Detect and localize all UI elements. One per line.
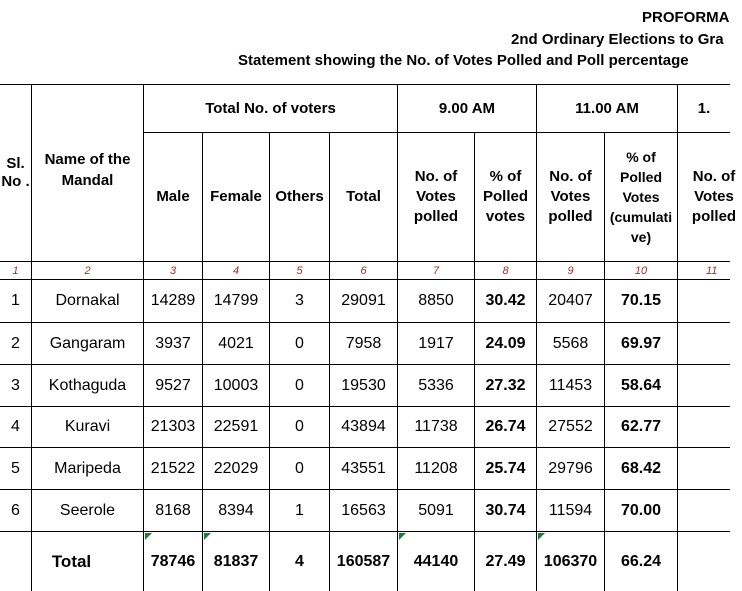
row-total: 7958 bbox=[345, 334, 382, 352]
row-mandal-name: Kuravi bbox=[64, 418, 111, 435]
row-female: 22591 bbox=[213, 418, 259, 435]
row-pct-9am: 30.42 bbox=[485, 292, 526, 309]
row-votes-11am: 20407 bbox=[548, 292, 593, 309]
row-pct-9am: 24.09 bbox=[485, 334, 526, 352]
row-votes-9am: 11208 bbox=[414, 459, 458, 477]
header-female: Female bbox=[210, 188, 262, 205]
totals-male: 78746 bbox=[150, 552, 196, 570]
row-others: 3 bbox=[295, 292, 304, 309]
proforma-title: PROFORMA bbox=[642, 9, 730, 26]
row-sl-no: 6 bbox=[11, 501, 20, 519]
comment-marker-icon bbox=[204, 533, 211, 540]
row-votes-11am: 27552 bbox=[548, 418, 593, 435]
row-male: 3937 bbox=[155, 334, 191, 352]
row-pct-9am: 26.74 bbox=[485, 418, 526, 435]
column-index: 6 bbox=[360, 264, 367, 277]
row-pct-9am: 25.74 bbox=[485, 459, 526, 477]
row-others: 0 bbox=[295, 334, 304, 352]
row-sl-no: 4 bbox=[11, 418, 20, 435]
row-pct-9am: 30.74 bbox=[485, 501, 526, 519]
row-pct-11am: 70.15 bbox=[620, 292, 662, 309]
column-index: 1 bbox=[12, 264, 19, 277]
totals-female: 81837 bbox=[213, 552, 259, 570]
header-time-1pm: 1. bbox=[697, 99, 711, 117]
column-index: 2 bbox=[84, 264, 91, 277]
row-votes-9am: 8850 bbox=[418, 292, 454, 309]
header-time-11am: 11.00 AM bbox=[575, 99, 639, 117]
totals-votes-9am: 44140 bbox=[413, 552, 459, 570]
column-index: 7 bbox=[432, 264, 440, 277]
row-total: 16563 bbox=[341, 501, 386, 519]
row-mandal-name: Kothaguda bbox=[48, 376, 127, 394]
header-votes-polled-11am: No. of Votes polled bbox=[548, 168, 593, 225]
row-sl-no: 1 bbox=[11, 292, 20, 309]
totals-pct-9am: 27.49 bbox=[485, 552, 526, 570]
row-others: 0 bbox=[295, 418, 304, 435]
column-index: 3 bbox=[169, 264, 177, 277]
row-votes-9am: 5336 bbox=[418, 376, 454, 394]
header-total: Total bbox=[346, 188, 381, 205]
column-index: 4 bbox=[232, 264, 240, 277]
header-others: Others bbox=[275, 188, 324, 205]
header-mandal-name: Name of the Mandal bbox=[44, 151, 131, 189]
document-header bbox=[0, 0, 730, 84]
row-male: 9527 bbox=[155, 376, 191, 394]
row-pct-11am: 62.77 bbox=[620, 418, 662, 435]
row-pct-11am: 68.42 bbox=[620, 459, 662, 477]
row-female: 14799 bbox=[213, 292, 259, 309]
row-mandal-name: Gangaram bbox=[49, 334, 126, 352]
header-votes-polled-9am: No. of Votes polled bbox=[413, 168, 459, 225]
row-sl-no: 2 bbox=[11, 334, 20, 352]
totals-votes-11am: 106370 bbox=[543, 552, 598, 570]
row-female: 22029 bbox=[213, 459, 259, 477]
comment-marker-icon bbox=[399, 533, 406, 540]
row-votes-9am: 1917 bbox=[418, 334, 454, 352]
row-votes-11am: 29796 bbox=[548, 459, 593, 477]
row-pct-9am: 27.32 bbox=[485, 376, 526, 394]
row-pct-11am: 69.97 bbox=[620, 334, 662, 352]
row-total: 29091 bbox=[341, 292, 386, 309]
row-male: 14289 bbox=[150, 292, 196, 309]
row-sl-no: 5 bbox=[11, 459, 20, 477]
row-male: 21303 bbox=[150, 418, 196, 435]
row-male: 21522 bbox=[150, 459, 196, 477]
row-others: 0 bbox=[295, 376, 304, 394]
row-votes-9am: 11738 bbox=[414, 418, 458, 435]
row-votes-11am: 11594 bbox=[548, 501, 593, 519]
comment-marker-icon bbox=[538, 533, 545, 540]
column-index: 10 bbox=[634, 264, 648, 277]
totals-total: 160587 bbox=[336, 552, 391, 570]
column-index: 8 bbox=[502, 264, 509, 277]
column-index: 11 bbox=[706, 264, 718, 277]
row-total: 19530 bbox=[341, 376, 386, 394]
header-pct-polled-9am: % of Polled votes bbox=[482, 168, 528, 225]
row-mandal-name: Seerole bbox=[59, 501, 116, 519]
row-total: 43894 bbox=[341, 418, 386, 435]
row-female: 4021 bbox=[218, 334, 254, 352]
row-sl-no: 3 bbox=[11, 376, 20, 394]
election-title: 2nd Ordinary Elections to Gra bbox=[511, 31, 724, 48]
row-female: 10003 bbox=[213, 376, 259, 394]
column-index: 5 bbox=[296, 264, 303, 277]
totals-others: 4 bbox=[295, 552, 304, 570]
column-index: 9 bbox=[567, 264, 574, 277]
row-votes-9am: 5091 bbox=[418, 501, 454, 519]
row-mandal-name: Dornakal bbox=[55, 292, 120, 309]
header-time-9am: 9.00 AM bbox=[438, 99, 496, 117]
row-total: 43551 bbox=[341, 459, 386, 477]
header-pct-cumulative-11am: % of Polled Votes (cumulati ve) bbox=[609, 149, 673, 245]
header-votes-polled-1pm: No. of Votes polled bbox=[691, 168, 737, 225]
row-votes-11am: 11453 bbox=[548, 376, 593, 394]
comment-marker-icon bbox=[145, 533, 152, 540]
row-others: 0 bbox=[295, 459, 304, 477]
header-sl-no: Sl. No . bbox=[1, 155, 30, 190]
header-male: Male bbox=[156, 188, 190, 205]
row-female: 8394 bbox=[218, 501, 254, 519]
row-male: 8168 bbox=[155, 501, 191, 519]
row-others: 1 bbox=[295, 501, 304, 519]
totals-pct-11am: 66.24 bbox=[620, 552, 662, 570]
row-pct-11am: 58.64 bbox=[620, 376, 662, 394]
row-pct-11am: 70.00 bbox=[620, 501, 662, 519]
header-total-voters: Total No. of voters bbox=[205, 99, 336, 117]
statement-title: Statement showing the No. of Votes Polled and Poll percentage bbox=[238, 52, 689, 69]
totals-label: Total bbox=[51, 551, 92, 571]
row-mandal-name: Maripeda bbox=[54, 459, 121, 477]
row-votes-11am: 5568 bbox=[552, 334, 589, 352]
